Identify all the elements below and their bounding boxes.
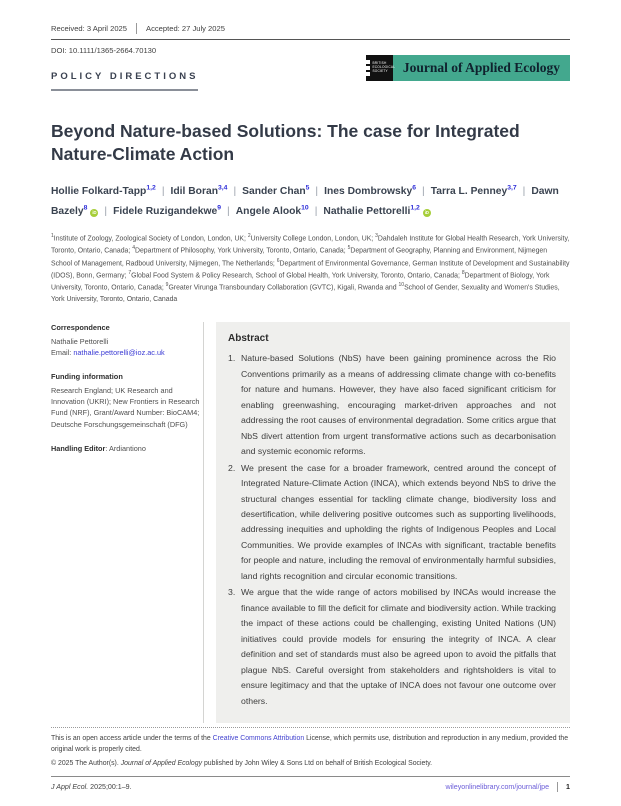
page-number: 1: [566, 783, 570, 791]
author-affiliation-superscript: 6: [412, 184, 417, 192]
abstract-point-text: We argue that the wide range of actors mobilised by INCAs would increase the finance available to fill the deficit for climate and biodiversity action. While tracking the impact of these actions could be challenging, existing United Nations (UN) initiatives could provide models for ensuring the integrity of INCA. A clear definition and set of standards must also be agreed upon to avoid the pitfalls that plague NbS. Careful oversight from stakeholders and rightsholders is vital to ensure legitimacy and that the uptake of INCA does not favour one outcome over others.: [241, 587, 556, 706]
journal-site-link[interactable]: wileyonlinelibrary.com/journal/jpe: [445, 783, 550, 791]
handling-editor-name: : Ardiantiono: [105, 443, 146, 453]
open-access-statement: [51, 727, 570, 755]
orcid-icon[interactable]: iD: [424, 210, 429, 216]
footer-separator: [557, 782, 558, 792]
article-type-label: POLICY DIRECTIONS: [51, 71, 198, 91]
author-name: Hollie Folkard-Tapp: [51, 185, 147, 197]
abstract-point: [228, 585, 556, 709]
affiliation-text: Department of Geography, Planning and Environment, Nijmegen School of Management, Radboud University, Nijmegen, The Netherlands;: [51, 247, 548, 267]
affiliation-text: Department of Environmental Governance, German Institute of Development and Sustainability (IDOS), Bonn, Germany;: [51, 259, 570, 280]
affiliation-text: Global Food System & Policy Research, School of Global Health, York University, Toronto, Ontario, Canada;: [131, 272, 462, 280]
affiliation-text: Department of Philosophy, York University, Toronto, Ontario, Canada;: [134, 247, 348, 255]
affiliation-number: 9: [165, 282, 169, 289]
author-name: Nathalie Pettorelli: [323, 206, 411, 218]
orcid-icon[interactable]: iD: [92, 210, 97, 216]
article-info-sidebar: [51, 322, 203, 723]
affiliation-text: Department of Biology, York University, Toronto, Ontario, Canada;: [51, 272, 550, 292]
author-affiliation-superscript: 1,2: [146, 184, 156, 192]
funding-heading: Funding information: [51, 372, 123, 382]
abstract-point-number: 3.: [228, 587, 236, 598]
affiliation-number: 5: [347, 245, 351, 252]
bes-society-logo: [366, 55, 396, 81]
citation-journal-abbrev: J Appl Ecol.: [51, 783, 89, 791]
copyright-journal-name: Journal of Applied Ecology: [120, 759, 203, 767]
author-affiliation-superscript: 10: [301, 205, 309, 213]
author: [323, 206, 430, 217]
author-separator: |: [314, 206, 318, 218]
author-name: Ines Dombrowsky: [324, 185, 413, 197]
page-footer: [51, 727, 570, 792]
author-separator: |: [161, 185, 165, 197]
affiliation-number: 7: [128, 269, 132, 276]
journal-banner: [366, 55, 570, 81]
author-affiliation-superscript: 1,2: [410, 205, 420, 213]
author-separator: |: [104, 206, 108, 218]
abstract-points: [228, 351, 556, 709]
abstract-heading: Abstract: [228, 333, 269, 345]
received-accepted-row: [51, 0, 570, 40]
open-access-text-pre: This is an open access article under the terms of the: [51, 734, 213, 742]
abstract-box: [216, 322, 570, 723]
affiliation-number: 10: [398, 282, 405, 289]
open-access-text-post: License, which permits use, distribution and reproduction in any medium, provided the original work is properly cited.: [51, 734, 569, 753]
bes-society-name: BRITISH ECOLOGICAL SOCIETY: [372, 61, 396, 73]
author-affiliation-superscript: 5: [305, 184, 310, 192]
affiliation-text: School of Gender, Sexuality and Women's Studies, York University, Toronto, Ontario, Canada: [51, 284, 560, 303]
author: [324, 186, 416, 197]
author-separator: |: [315, 185, 319, 197]
author-name: Dawn Bazely: [51, 185, 559, 218]
abstract-column: [203, 322, 570, 723]
affiliation-number: 1: [51, 232, 54, 239]
author-name: Fidele Ruzigandekwe: [113, 206, 218, 218]
author: [51, 186, 156, 197]
author-separator: |: [522, 185, 526, 197]
copyright-post: published by John Wiley & Sons Ltd on behalf of British Ecological Society.: [202, 759, 433, 767]
affiliation-number: 6: [276, 257, 280, 264]
affiliation-number: 2: [247, 232, 251, 239]
header-separator: [136, 23, 137, 34]
abstract-point-number: 2.: [228, 462, 236, 473]
bes-e-icon: [363, 60, 370, 76]
journal-name: Journal of Applied Ecology: [402, 60, 560, 75]
author: [242, 186, 309, 197]
author-list: [51, 182, 570, 223]
author-affiliation-superscript: 3,4: [217, 184, 228, 192]
abstract-point-text: Nature-based Solutions (NbS) have been gaining prominence across the Rio Conventions primarily as a means of addressing climate change with co-benefits for nature and humans. However, they have also faced significant criticism for enabling greenwashing, encouraging market-driven approaches and not addressing the root causes of environmental degradation. Some critics argue that NbS divert attention from urgent transformative actions such as decarbonisation and systemic economic reforms.: [241, 353, 556, 457]
author-name: Angele Alook: [235, 206, 302, 218]
author-affiliation-superscript: 9: [217, 205, 222, 213]
affiliation-number: 8: [461, 269, 465, 276]
funding-text: Research England; UK Research and Innovation (UKRI); New Frontiers in Research Fund (NRF), Grant/Award Number: BioCAM4; Deutsche Forschungsgemeinschaft (DFG): [51, 385, 200, 429]
correspondence-name: Nathalie Pettorelli: [51, 336, 109, 346]
journal-citation: [51, 783, 132, 791]
article-title: Beyond Nature-based Solutions: The case for Integrated Nature-Climate Action: [51, 121, 520, 165]
author-name: Idil Boran: [170, 185, 218, 197]
author-affiliation-superscript: 3,7: [507, 184, 517, 192]
affiliation-number: 4: [132, 245, 135, 252]
author: [431, 186, 517, 197]
author: [113, 206, 221, 217]
abstract-point-number: 1.: [228, 353, 236, 364]
handling-editor-label: Handling Editor: [51, 443, 106, 453]
author: [236, 206, 309, 217]
author-name: Sander Chan: [242, 185, 306, 197]
accepted-date: Accepted: 27 July 2025: [146, 24, 225, 33]
abstract-point-text: We present the case for a broader framework, centred around the concept of Integrated Nature-Climate Action (INCA), which extends beyond NbS to drive the structural changes essential for tackling climate change, biodiversity loss and desertification, while delivering positive outcomes such as supporting livelihoods, addressing inequities and upholding the rights of Indigenous Peoples and Local Communities. We provide examples of INCAs with significant, tractable benefits for people and nature, including the removal of environmentally harmful subsidies, land rights recognition and circular economic transitions.: [241, 462, 556, 581]
abstract-point: [228, 351, 556, 459]
author-affiliation-superscript: 8: [83, 205, 88, 213]
cc-license-link[interactable]: Creative Commons Attribution: [212, 734, 305, 742]
doi: DOI: 10.1111/1365-2664.70130: [51, 46, 157, 55]
affiliation-number: 3: [375, 232, 378, 239]
author-separator: |: [422, 185, 425, 197]
affiliations: [51, 232, 570, 306]
affiliation-text: Institute of Zoology, Zoological Society of London, London, UK;: [53, 234, 248, 242]
received-date: Received: 3 April 2025: [51, 24, 127, 33]
copyright-pre: © 2025 The Author(s).: [51, 759, 121, 767]
email-label: Email:: [51, 347, 74, 357]
author-separator: |: [227, 206, 230, 218]
author-separator: |: [233, 185, 237, 197]
citation-volume-pages: 2025;00:1–9.: [88, 783, 132, 791]
email-link[interactable]: nathalie.pettorelli@ioz.ac.uk: [73, 347, 165, 357]
author: [171, 186, 228, 197]
affiliation-text: Dahdaleh Institute for Global Health Research, York University, Toronto, Ontario, Canada;: [51, 234, 570, 255]
copyright-line: [51, 759, 570, 769]
correspondence-heading: Correspondence: [51, 323, 110, 333]
abstract-point: [228, 461, 556, 585]
author-name: Tarra L. Penney: [430, 185, 508, 197]
affiliation-text: University College London, London, UK;: [250, 234, 376, 242]
affiliation-text: Greater Virunga Transboundary Collaboration (GVTC), Kigali, Rwanda and: [168, 284, 399, 292]
